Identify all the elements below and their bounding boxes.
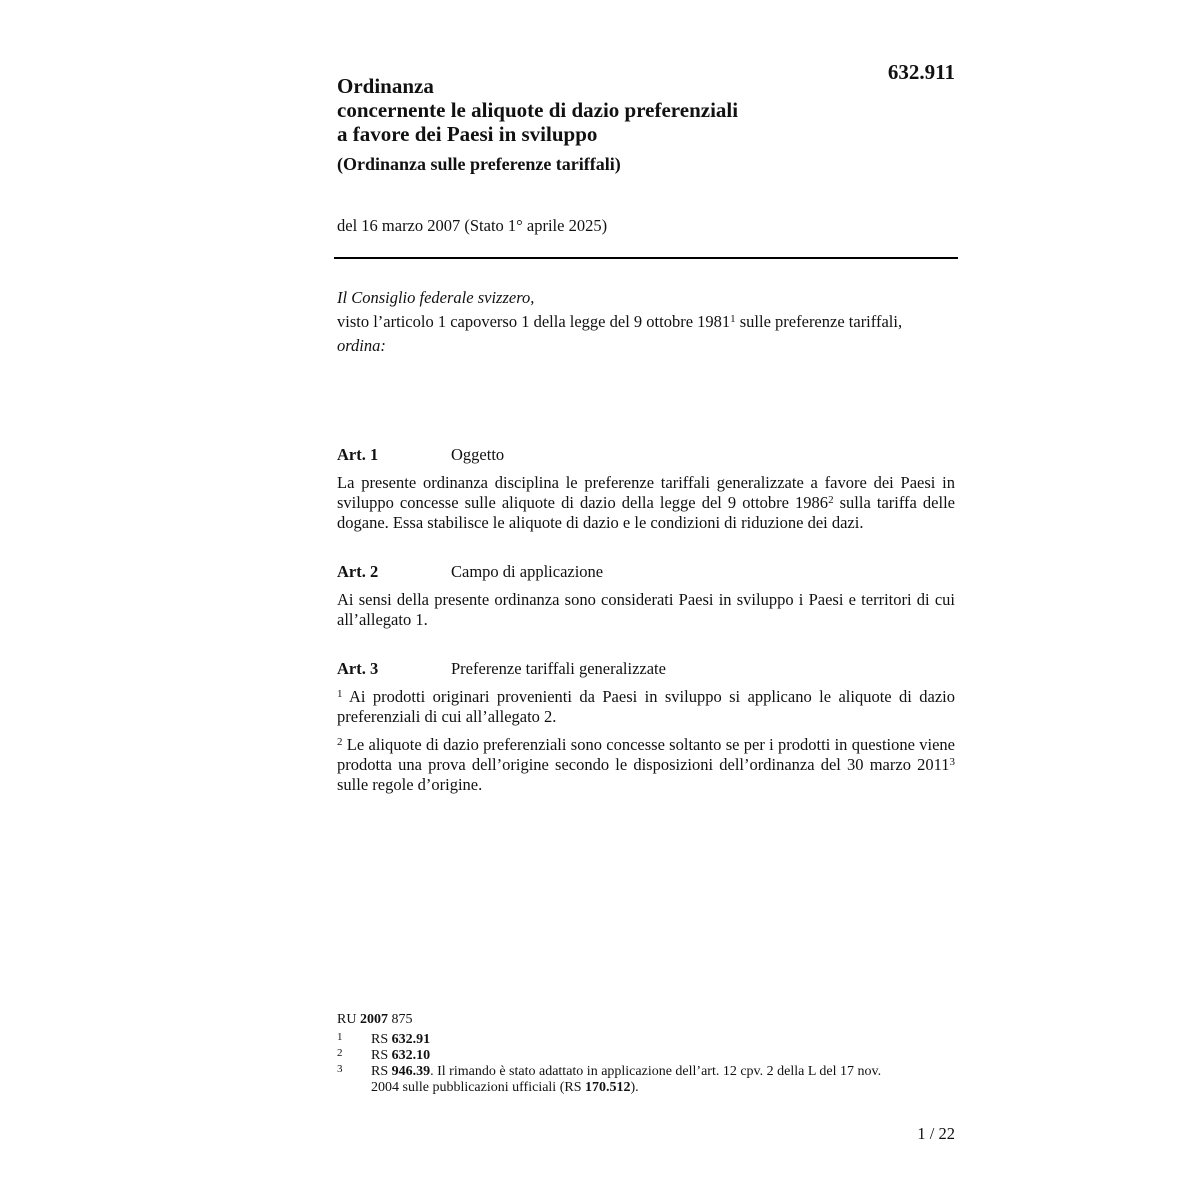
paragraph-text: Le aliquote di dazio preferenziali sono concesse soltanto se per i prodotti in questione viene prodotta una prova dell’origine secondo le disposizioni dell’ordinanza del 30 marzo 2011	[337, 735, 955, 774]
header-divider	[334, 257, 958, 259]
paragraph-number: 2	[337, 736, 343, 748]
page-number: 1 / 22	[917, 1124, 955, 1143]
footnote-2: 2 RS 632.10	[337, 1047, 431, 1063]
footnote-number: 2	[337, 1047, 343, 1059]
title-line-3: a favore dei Paesi in sviluppo	[337, 122, 598, 146]
footnote-number: 1	[337, 1031, 343, 1043]
article-heading	[337, 562, 955, 582]
preamble-basis-text: visto l’articolo 1 capoverso 1 della legge del 9 ottobre 1981	[337, 312, 731, 331]
paragraph-text-tail: sulla tariffa delle dogane. Essa stabilisce le aliquote di dazio e le condizioni di riduzione dei dazi.	[337, 493, 955, 532]
sr-number: 632.911	[887, 60, 955, 84]
preamble-basis	[337, 312, 957, 332]
footnote-number: 3	[337, 1063, 343, 1075]
preamble-authority: Il Consiglio federale svizzero,	[337, 288, 535, 307]
article-paragraph-1	[337, 687, 955, 727]
footnotes	[337, 1012, 957, 1096]
article-paragraph-2	[337, 735, 955, 795]
title-line-2: concernente le aliquote di dazio preferenziali	[337, 98, 739, 122]
article-number: Art. 2	[337, 562, 379, 581]
article-title: Campo di applicazione	[451, 562, 604, 581]
article-paragraph: Ai sensi della presente ordinanza sono considerati Paesi in sviluppo i Paesi e territori di cui all’allegato 1.	[337, 590, 955, 629]
article-number: Art. 3	[337, 659, 379, 678]
footnote-ref-1[interactable]: 1	[730, 313, 736, 325]
title-line-1: Ordinanza	[337, 74, 434, 98]
article-body	[337, 687, 955, 795]
footnote-link[interactable]: 632.10	[391, 1048, 431, 1063]
preamble-basis-tail: sulle preferenze tariffali,	[735, 312, 903, 331]
footnote-3: 3 RS 946.39. Il rimando è stato adattato in applicazione dell’art. 12 cpv. 2 della L del 17 nov. 2004 sulle pubblicazioni ufficiali (RS 170.512).	[337, 1063, 882, 1095]
article-heading	[337, 445, 955, 465]
article-1	[337, 445, 955, 541]
article-number: Art. 1	[337, 445, 379, 464]
footnote-link[interactable]: 946.39	[391, 1064, 431, 1079]
article-title: Oggetto	[451, 445, 505, 464]
article-body	[337, 473, 955, 533]
ru-reference: RU 2007 875	[337, 1012, 413, 1027]
article-paragraph	[337, 473, 955, 533]
paragraph-number: 1	[337, 688, 343, 700]
footnote-1: 1 RS 632.91	[337, 1031, 431, 1047]
document-subtitle: (Ordinanza sulle preferenze tariffali)	[337, 154, 621, 174]
document-title	[337, 74, 857, 146]
paragraph-text: La presente ordinanza disciplina le preferenze tariffali generalizzate a favore dei Paesi in sviluppo concesse sulle aliquote di dazio della legge del 9 ottobre 1986	[337, 473, 955, 512]
footnote-ref-3[interactable]: 3	[949, 756, 955, 768]
footnote-link[interactable]: 632.91	[391, 1032, 431, 1047]
article-2	[337, 562, 955, 638]
preamble-decree: ordina:	[337, 336, 386, 355]
footnote-ref-2[interactable]: 2	[828, 494, 834, 506]
paragraph-text-tail: sulle regole d’origine.	[337, 775, 483, 794]
footnote-link[interactable]: 170.512	[585, 1080, 631, 1095]
article-body	[337, 590, 955, 630]
article-3	[337, 659, 955, 803]
date-line: del 16 marzo 2007 (Stato 1° aprile 2025)	[337, 216, 608, 235]
article-title: Preferenze tariffali generalizzate	[451, 659, 666, 678]
preamble	[337, 288, 957, 360]
paragraph-text: Ai prodotti originari provenienti da Paesi in sviluppo si applicano le aliquote di dazio preferenziali di cui all’allegato 2.	[337, 687, 955, 726]
article-heading	[337, 659, 955, 679]
